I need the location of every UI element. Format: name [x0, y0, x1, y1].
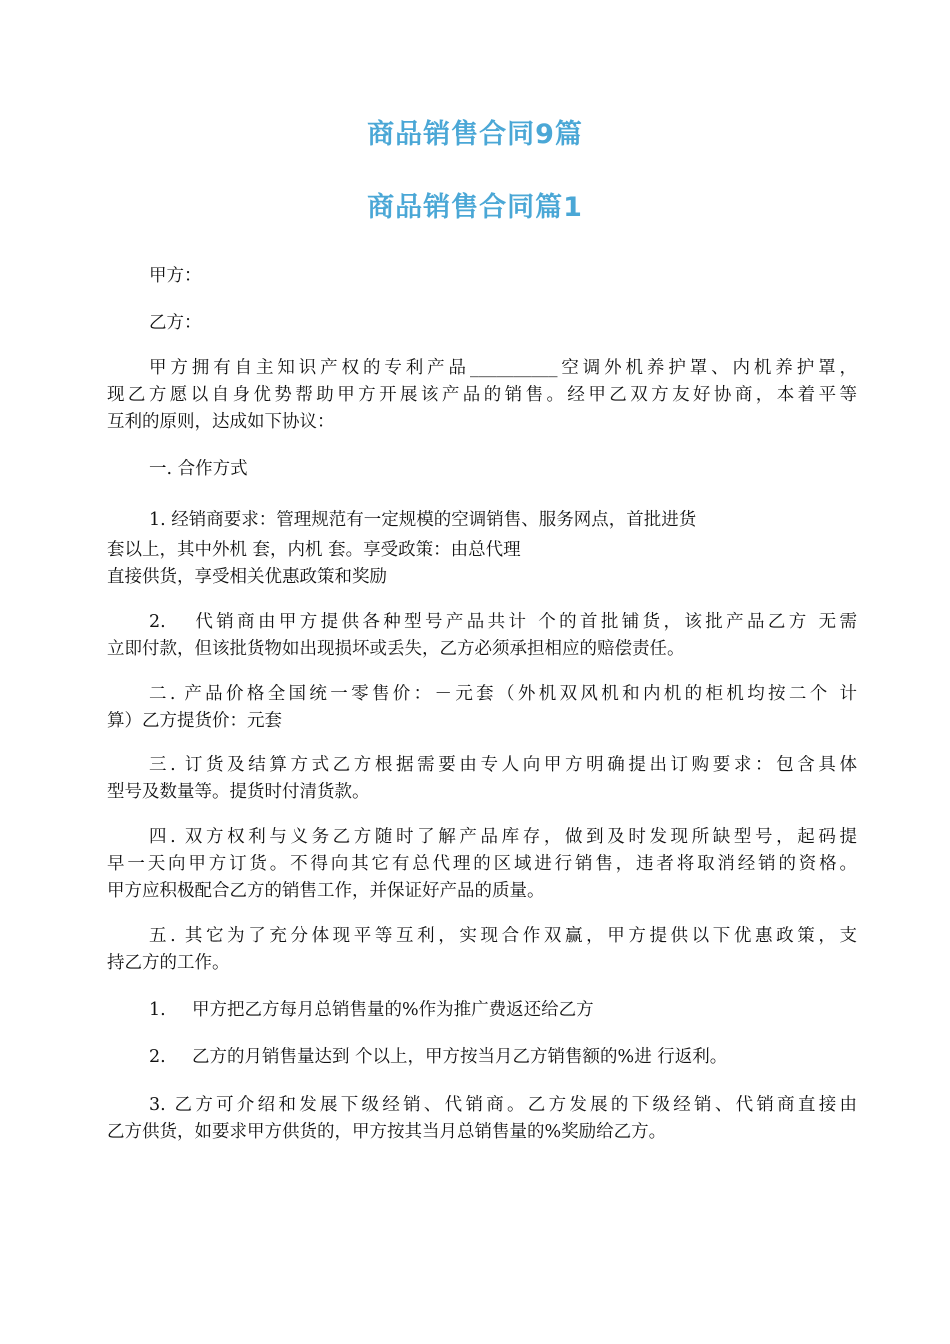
clause-number: 2. [149, 612, 166, 632]
clause-number: 2. [149, 1047, 166, 1067]
clause-line: 五. 其它为了充分体现平等互利，实现合作双赢，甲方提供以下优惠政策，支 [149, 926, 857, 946]
clause-line: 1. 经销商要求：管理规范有一定规模的空调销售、服务网点，首批进货 [149, 510, 697, 530]
clause-line: 型号及数量等。提货时付清货款。 [107, 782, 370, 802]
clause-line: 立即付款，但该批货物如出现损坏或丢失，乙方必须承担相应的赔偿责任。 [107, 639, 685, 659]
clause-line: 三. 订货及结算方式乙方根据需要由专人向甲方明确提出订购要求：包含具体 [149, 755, 857, 775]
clause-line [149, 610, 857, 634]
document-subtitle: 商品销售合同篇1 [367, 192, 583, 223]
clause-line: 四. 双方权利与义务乙方随时了解产品库存，做到及时发现所缺型号，起码提 [149, 827, 857, 847]
intro-line: 互利的原则，达成如下协议： [107, 412, 335, 432]
clause-line: 早一天向甲方订货。不得向其它有总代理的区域进行销售，违者将取消经销的资格。 [107, 854, 857, 874]
clause-text: 甲方把乙方每月总销售量的%作为推广费返还给乙方 [192, 1000, 594, 1020]
clause-line: 甲方应积极配合乙方的销售工作，并保证好产品的质量。 [107, 881, 545, 901]
clause-line [149, 1045, 857, 1069]
document-title: 商品销售合同9篇 [367, 119, 583, 150]
party-a-label: 甲方： [149, 266, 202, 286]
clause-line: 持乙方的工作。 [107, 953, 230, 973]
clause-text: 代销商由甲方提供各种型号产品共计 个的首批铺货，该批产品乙方 无需 [192, 612, 857, 632]
clause-line: 乙方供货，如要求甲方供货的，甲方按其当月总销售量的%奖励给乙方。 [107, 1122, 667, 1142]
party-b-label: 乙方： [149, 313, 202, 333]
clause-line [149, 998, 857, 1022]
clause-line: 直接供货，享受相关优惠政策和奖励 [107, 567, 387, 587]
section-heading: 一. 合作方式 [149, 459, 248, 479]
clause-text: 乙方的月销售量达到 个以上，甲方按当月乙方销售额的%进 行返利。 [192, 1047, 728, 1067]
clause-line: 算）乙方提货价：元套 [107, 711, 282, 731]
clause-number: 1. [149, 1000, 166, 1020]
clause-line: 二. 产品价格全国统一零售价：－元套（外机双风机和内机的柜机均按二个 计 [149, 684, 857, 704]
intro-line: 现乙方愿以自身优势帮助甲方开展该产品的销售。经甲乙双方友好协商，本着平等 [107, 385, 857, 405]
intro-line: 甲方拥有自主知识产权的专利产品__________空调外机养护罩、内机养护罩， [149, 358, 857, 378]
clause-line: 套以上，其中外机 套，内机 套。享受政策：由总代理 [107, 540, 521, 560]
clause-line: 3. 乙方可介绍和发展下级经销、代销商。乙方发展的下级经销、代销商直接由 [149, 1095, 857, 1115]
